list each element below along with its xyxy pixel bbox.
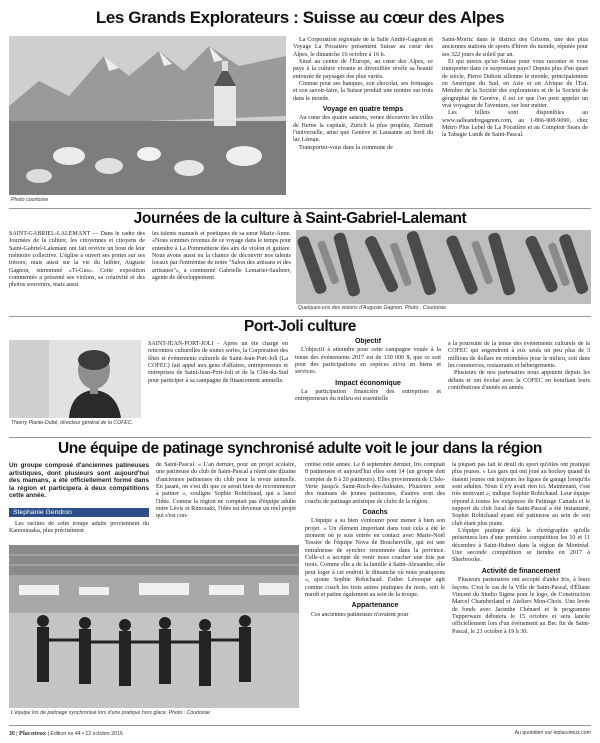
subheading: Appartenance bbox=[351, 602, 399, 610]
footer-rule bbox=[9, 725, 591, 726]
art1-column-1 bbox=[293, 37, 433, 207]
skaters-photo bbox=[9, 545, 299, 708]
paragraph: Connue pour ses banques, son chocolat, ses fromages et son savoir-faire, la Suisse produit une montre sur trois dans le monde. bbox=[293, 81, 433, 102]
art3-column-1 bbox=[148, 341, 288, 436]
paragraph: de Saint-Pascal. « L'an dernier, pour un projet scolaire, une patineuse du club de Saint-Pascal a réuni une dizaine d'anciennes patineuses du club pour la revue annuelle. En jasant, on s'est dit que ce serait bien de recommencer à patiner », souligne Sophie Robichaud, qui a lancé l'idée. Comme la région ne comptait pas d'équipe adulte entre Lévis et Rimouski, l'idée est devenue un réel projet qui s'est con- bbox=[156, 462, 296, 520]
author-name: Stephanie Gendron bbox=[13, 509, 72, 516]
separator: | bbox=[16, 731, 20, 737]
skaters-photo-caption: L'équipe Iris de patinage synchronisé lors d'une pratique hors glace. Photo : Courtoisie bbox=[11, 710, 210, 716]
separator: | bbox=[47, 731, 51, 737]
paragraph: L'équipe a su bien s'entourer pour mener à bien son projet. « Un élément important dans tout cela a été le moment où je suis entrée en contact avec Marie-Noël Tessier de l'équipe Nova de Boucherville, qui est une entraîneuse de synchro renommée dans la province. Celle-ci a accepté de venir nous coacher une fois par mois. Comme elle a de la famille à Saint-Alexandre, elle peut loger à cet endroit le dimanche où nous pratiquons », ajoute Sophie Robichaud. Esther Lévesque agit comme coach les trois autres pratiques du mois, soit le mardi et patine également au sein de la troupe. bbox=[305, 518, 445, 598]
headline-suisse: Les Grands Explorateurs : Suisse au cœur des Alpes bbox=[95, 8, 505, 27]
headline-saint-gabriel: Journées de la culture à Saint-Gabriel-Lalemant bbox=[133, 210, 467, 227]
paragraph: Ces anciennes patineuses n'avaient pour bbox=[311, 611, 409, 618]
paragraph: à la poursuite de la tenue des événements culturels de la COFEC qui engendrent à eux seuls un peu plus de 3 millions de dollars en retombées pour le milieu, soit dans les commerces, restaurants et hébergements. bbox=[448, 341, 590, 370]
subheading: Objectif bbox=[354, 338, 382, 345]
paragraph: La participation financière des entreprises et entrepreneurs du milieu est essentielle bbox=[295, 389, 441, 403]
brand-logo: Placoteux bbox=[19, 730, 47, 737]
divider bbox=[9, 437, 591, 438]
article-lead: Un groupe composé d'anciennes patineuses artistiques, dont plusieurs sont aujourd'hui des mamans, a été officiellement formé dans la région et participera à deux compétitions cette année. bbox=[9, 462, 149, 500]
paragraph: Transportez-vous dans la commune de bbox=[299, 144, 393, 151]
director-photo-caption bbox=[11, 420, 141, 426]
paragraph: Plusieurs de nos partenaires nous appuient depuis les débuts et ont évolué avec la COFEC en bonifiant leurs contributions d'année en année. bbox=[448, 370, 590, 392]
paragraph: L'équipe pratique déjà la chorégraphie qu'elle présentera lors d'une première compétition les 10 et 11 décembre à Saint-Hubert dans la région de Montréal. Une seconde compétition se tiendra en 2017 à Sherbrooke. bbox=[452, 528, 590, 564]
headline-patinage: Une équipe de patinage synchronisé adulte voit le jour dans la région bbox=[57, 440, 542, 457]
paragraph: Saint-Moritz dans le district des Grisons, une des plus anciennes stations de sports d'hiver du monde, réputée pour ses 322 jours de soleil par an. bbox=[442, 37, 588, 58]
art4-column-4 bbox=[452, 462, 590, 728]
headline-port-joli: Port-Joli culture bbox=[243, 318, 357, 335]
author-byline bbox=[9, 508, 149, 517]
paragraph: La Corporation régionale de la Salle André-Gagnon et Voyage La Pocatière présentent Suisse au cœur des Alpes, le dimanche 16 octobre à 16 h. bbox=[293, 37, 433, 58]
art4-column-1 bbox=[9, 521, 149, 541]
paragraph: SAINT-GABRIEL-LALEMANT — Dans le cadre des Journées de la culture, les citoyennes et citoyens de Saint-Gabriel-Lalemant ont fait revivre un bout de leur mémoire collective. L'église a ouvert ses portes sur ses trésors; mais aussi sur la vie du luthier, Auguste Gagnon, surnommé «Ti-Gus». Cette exposition commentée a présenté ses violons, sa créativité et des photos souvenirs, mais aussi bbox=[9, 231, 145, 289]
paragraph: les talents manuels et poétiques de sa sœur Marie-Anne. «Nous sommes revenus de ce voyage dans le temps pour entendre à La Pommetterie des airs de violon et guitare. Nous avons aussi eu la chance de découvrir nos talents locaux par l'entremise de notre "Salon des artisans et des artisanes"», a commenté Gabrielle Lemarier-Saulnier, agente de développement. bbox=[152, 231, 291, 282]
art2-column-2 bbox=[152, 231, 291, 313]
edition-info: Édition no 44 • 12 octobre 2016 bbox=[50, 731, 123, 737]
paragraph: crétisé cette année. Le 8 septembre dernier, Iris comptait 8 patineuses et aujourd'hui elles sont 14 (un groupe doit compter de 8 à 20 patineurs). Elles proviennent de L'Isle-Verte jusqu'à Saint-Roch-des-Aulnaies. Plusieurs sont des mamans de jeunes patineuses, d'autres sont des coachs de patinage artistique de clubs de la région. bbox=[305, 462, 445, 505]
caption-text: Thierry Plante-Dubé, directeur général de la COFEC. bbox=[11, 420, 133, 426]
divider bbox=[9, 316, 591, 317]
art4-column-2 bbox=[156, 462, 296, 542]
art3-column-3 bbox=[448, 341, 590, 436]
director-photo bbox=[9, 340, 141, 418]
paragraph: Situé au centre de l'Europe, au cœur des Alpes, ce pays à la culture vivante et diversifiée révèle sa beauté entourée de paysages des plus variés. bbox=[293, 59, 433, 80]
subheading: Activité de financement bbox=[481, 567, 561, 575]
art4-column-3 bbox=[305, 462, 445, 728]
page-number: 30 bbox=[9, 731, 15, 737]
subheading: Impact économique bbox=[335, 379, 401, 387]
paragraph: SAINT-JEAN-PORT-JOLI - Après un été chargé en rencontres culturelles de toutes sortes, la Corporation des fêtes et événements culturels de Saint-Jean-Port-Joli (La COFEC) fait appel aux gens d'affaires, entrepreneurs et entreprises de Saint-Jean-Port-Joli et de la Côte-du-Sud pour participer à sa campagne de financement annuelle. bbox=[148, 341, 288, 384]
violins-photo bbox=[296, 230, 591, 304]
website-link[interactable]: Au quotidien sur leplacoteux.com bbox=[514, 730, 591, 736]
art2-column-1 bbox=[9, 231, 145, 313]
paragraph: Les racines de cette troupe adulte proviennent du Kamouraska, plus précisément bbox=[9, 521, 149, 535]
violins-photo-caption: Quelques-uns des violons d'Auguste Gagnon. Photo : Courtoisie bbox=[298, 305, 447, 311]
footer bbox=[9, 730, 591, 740]
paragraph: Et qui mieux qu'un Suisse pour vous raconter et vous transporter dans ce surprenant pays? Depuis plus d'un quart de siècle, Pierre Dubois sillonne le monde, principalement en Amérique du Sud, en Asie et en Afrique de l'Est. Membre de la Société des explorateurs et de la Société de géographie de Genève, il est ce que l'on peut appeler un vrai voyageur de l'aventure, sur leur métier. bbox=[442, 59, 588, 110]
subheading: Voyage en quatre temps bbox=[322, 106, 404, 114]
subheading: Coachs bbox=[362, 509, 388, 517]
paragraph: Plusieurs partenaires ont accepté d'aider Iris, à leurs façons. C'est le cas de la Ville de Saint-Pascal, d'Éliane Vincent du Studio Sigma pour le logo, de Construction Marcel Chamberland et Ateliers Mon-Chois. Une levée de fonds avec Jacinthe Chénard et le programme Tupperware débutera le 15 octobre et sera lancée officiellement lors d'un événement au Bec fin de Saint-Pascal, le 21 octobre à 19 h 30. bbox=[452, 577, 590, 635]
divider bbox=[9, 208, 591, 209]
paragraph: Les billets sont disponibles au www.salleandregagnon.com, au 1-866-908-9090, chez Métro Plus Lebel de La Pocatière et au Comptoir Sears de la Tabagie Lunik de Saint-Pascal. bbox=[442, 110, 588, 139]
art3-column-2 bbox=[295, 338, 441, 438]
alps-photo bbox=[9, 36, 286, 195]
paragraph: Au cœur des quatre saisons, venez découvrir les villes de Berne la capitale, Zurich la plus peuplée, Zermatt l'universelle, ainsi que Genève et Lausanne au bord du lac Léman. bbox=[293, 115, 433, 144]
alps-photo-caption: Photo courtoisie bbox=[11, 197, 49, 203]
paragraph: L'objectif à atteindre pour cette campagne vouée à la tenue des événements 2017 est de 130 000 $, que ce soit pour des participations en espèces et/ou en biens et services. bbox=[295, 347, 441, 376]
art1-column-2 bbox=[442, 37, 588, 207]
paragraph: la plupart pas fait le deuil du sport qu'elles ont pratiqué plus jeunes. « Les gars qui ont joué au hockey quand ils étaient jeunes ont toujours les ligues de garage lorsqu'ils sont adultes. Nous il n'y avait rien ici. Maintenant, c'est très motivant », indique Sophie Robichaud. Leur équipe répond à toutes les exigences de Patinage Canada et le support du club local de Saint-Pascal a été instantané, Sophie Robichaud ayant été patineuse au sein de son club étant plus jeune. bbox=[452, 462, 590, 527]
